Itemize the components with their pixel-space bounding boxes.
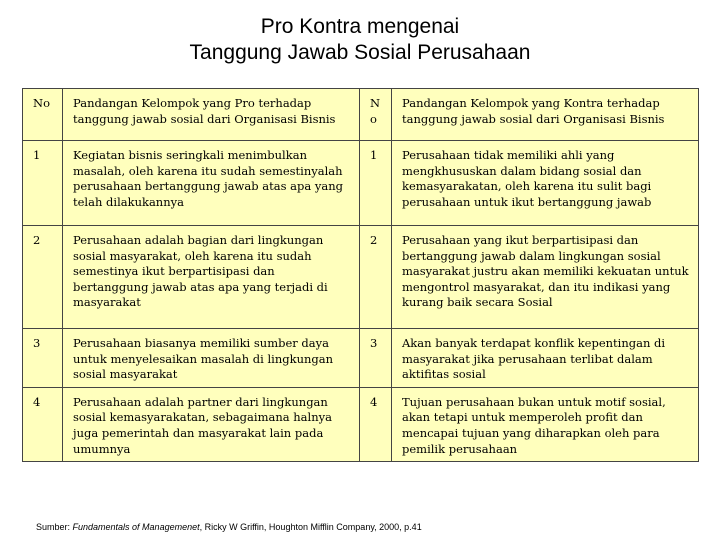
kontra-argument: Perusahaan tidak memiliki ahli yang mengkhususkan dalam bidang sosial dan kemasyarakatan, oleh karena itu sulit bagi perusahaan untuk ikut bertanggung jawab	[392, 141, 699, 226]
pro-argument: Perusahaan adalah partner dari lingkungan sosial kemasyarakatan, sebagaimana halnya juga pemerintah dan masyarakat lain pada umumnya	[63, 387, 360, 461]
header-kontra: Pandangan Kelompok yang Kontra terhadap tanggung jawab sosial dari Organisasi Bisnis	[392, 89, 699, 141]
row-number-kontra: 2	[360, 226, 392, 329]
header-no-kontra: No	[360, 89, 392, 141]
row-number-kontra: 1	[360, 141, 392, 226]
table-row	[23, 226, 699, 329]
pro-kontra-table	[22, 88, 699, 462]
kontra-argument: Tujuan perusahaan bukan untuk motif sosial, akan tetapi untuk memperoleh profit dan mencapai tujuan yang diharapkan oleh para pemilik perusahaan	[392, 387, 699, 461]
slide-title	[0, 14, 720, 66]
table-row	[23, 141, 699, 226]
table-row	[23, 329, 699, 388]
title-line-1: Pro Kontra mengenai	[260, 15, 460, 38]
row-number-kontra: 4	[360, 387, 392, 461]
row-number-pro: 4	[23, 387, 63, 461]
source-prefix: Sumber:	[36, 522, 73, 532]
row-number-pro: 1	[23, 141, 63, 226]
row-number-pro: 3	[23, 329, 63, 388]
table-header-row	[23, 89, 699, 141]
kontra-argument: Perusahaan yang ikut berpartisipasi dan bertanggung jawab dalam lingkungan sosial masyarakat justru akan memiliki kekuatan untuk mengontrol masyarakat, dan itu indikasi yang kurang baik secara Sosial	[392, 226, 699, 329]
row-number-kontra: 3	[360, 329, 392, 388]
pro-argument: Perusahaan adalah bagian dari lingkungan sosial masyarakat, oleh karena itu sudah semestinya ikut berpartisipasi dan bertanggung jawab atas apa yang terjadi di masyarakat	[63, 226, 360, 329]
pro-argument: Perusahaan biasanya memiliki sumber daya untuk menyelesaikan masalah di lingkungan sosial masyarakat	[63, 329, 360, 388]
kontra-argument: Akan banyak terdapat konflik kepentingan di masyarakat jika perusahaan terlibat dalam aktifitas sosial	[392, 329, 699, 388]
title-line-2: Tanggung Jawab Sosial Perusahaan	[189, 41, 531, 64]
table-row	[23, 387, 699, 461]
pro-argument: Kegiatan bisnis seringkali menimbulkan masalah, oleh karena itu sudah semestinyalah perusahaan bertanggung jawab atas apa yang telah dilakukannya	[63, 141, 360, 226]
source-details: , Ricky W Griffin, Houghton Mifflin Company, 2000, p.41	[199, 522, 422, 532]
row-number-pro: 2	[23, 226, 63, 329]
source-note	[36, 522, 422, 533]
source-book-title: Fundamentals of Managemenet	[72, 522, 200, 532]
header-pro: Pandangan Kelompok yang Pro terhadap tanggung jawab sosial dari Organisasi Bisnis	[63, 89, 360, 141]
header-no-pro: No	[23, 89, 63, 141]
